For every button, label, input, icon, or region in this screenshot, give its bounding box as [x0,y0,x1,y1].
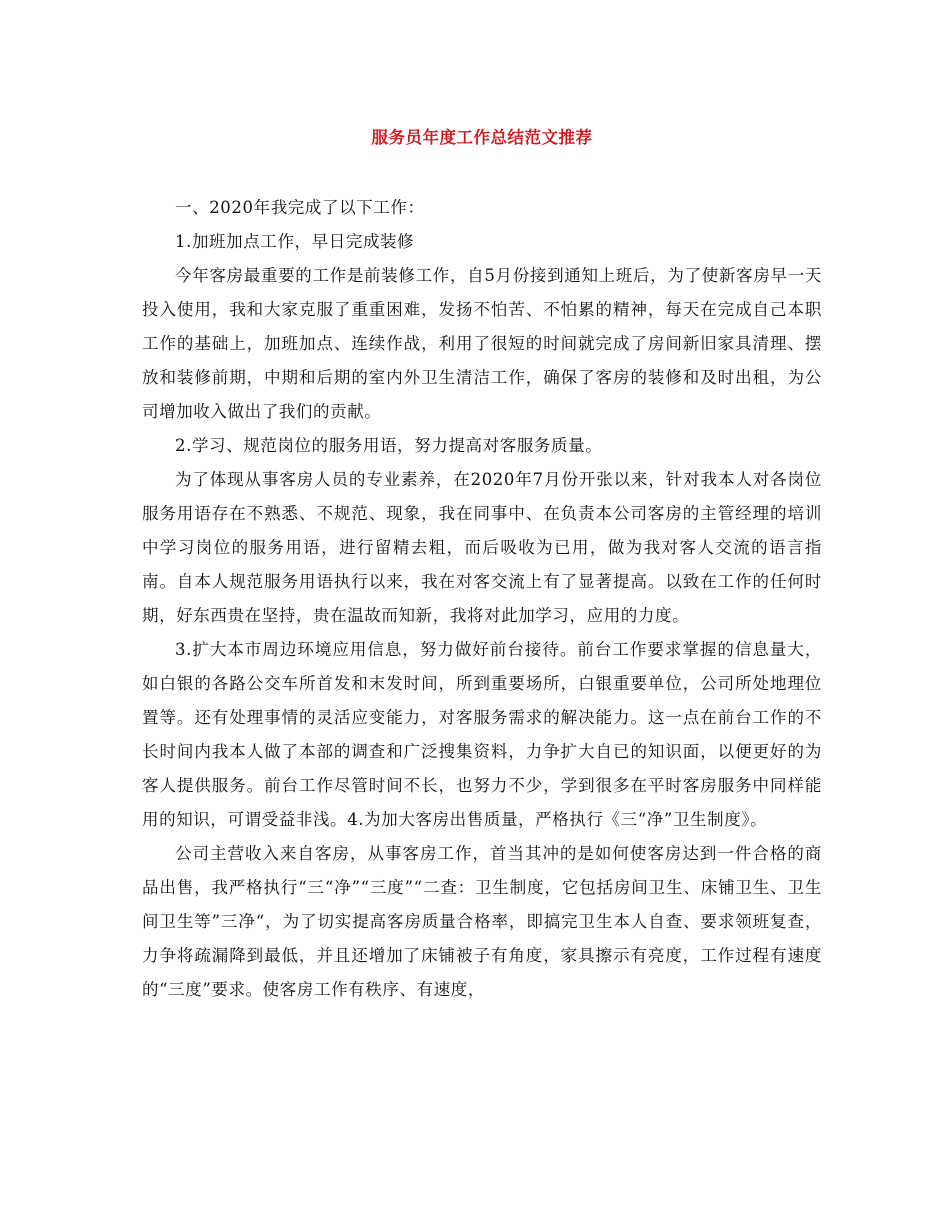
body-paragraph-2: 为了体现从事客房人员的专业素养，在2020年7月份开张以来，针对我本人对各岗位服务用语存在不熟悉、不规范、现象，我在同事中、在负责本公司客房的主管经理的培训中学习岗位的服务用语，进行留精去粗，而后吸收为已用，做为我对客人交流的语言指南。自本人规范服务用语执行以来，我在对客交流上有了显著提高。以致在工作的任何时期，好东西贵在坚持，贵在温故而知新，我将对此加学习，应用的力度。 [142,470,822,625]
section-heading: 一、2020年我完成了以下工作： [175,198,425,217]
body-paragraph-4: 公司主营收入来自客房，从事客房工作，首当其冲的是如何使客房达到一件合格的商品出售，我严格执行“三“净”“三度”“二查：卫生制度，它包括房间卫生、床铺卫生、卫生间卫生等”三净“，为了切实提高客房质量合格率，即搞完卫生本人自查、要求领班复查，力争将疏漏降到最低，并且还增加了床铺被子有角度，家具擦示有亮度，工作过程有速度的“三度”要求。使客房工作有秩序、有速度， [142,844,822,999]
body-paragraph-3: 3.扩大本市周边环境应用信息，努力做好前台接待。前台工作要求掌握的信息量大，如白银的各路公交车所首发和末发时间，所到重要场所，白银重要单位，公司所处地理位置等。还有处理事情的灵活应变能力，对客服务需求的解决能力。这一点在前台工作的不长时间内我本人做了本部的调查和广泛搜集资料，力争扩大自已的知识面，以便更好的为客人提供服务。前台工作尽管时间不长，也努力不少，学到很多在平时客房服务中同样能用的知识，可谓受益非浅。4.为加大客房出售质量，严格执行《三“净”卫生制度》。 [142,640,822,829]
document-title: 服务员年度工作总结范文推荐 [371,128,593,147]
item-heading-2: 2.学习、规范岗位的服务用语，努力提高对客服务质量。 [175,436,603,455]
item-heading-1: 1.加班加点工作，早日完成装修 [175,232,415,251]
body-paragraph-1: 今年客房最重要的工作是前装修工作，自5月份接到通知上班后，为了使新客房早一天投入使用，我和大家克服了重重困难，发扬不怕苦、不怕累的精神，每天在完成自己本职工作的基础上，加班加点、连续作战，利用了很短的时间就完成了房间新旧家具清理、摆放和装修前期，中期和后期的室内外卫生清洁工作，确保了客房的装修和及时出租，为公司增加收入做出了我们的贡献。 [142,266,822,421]
